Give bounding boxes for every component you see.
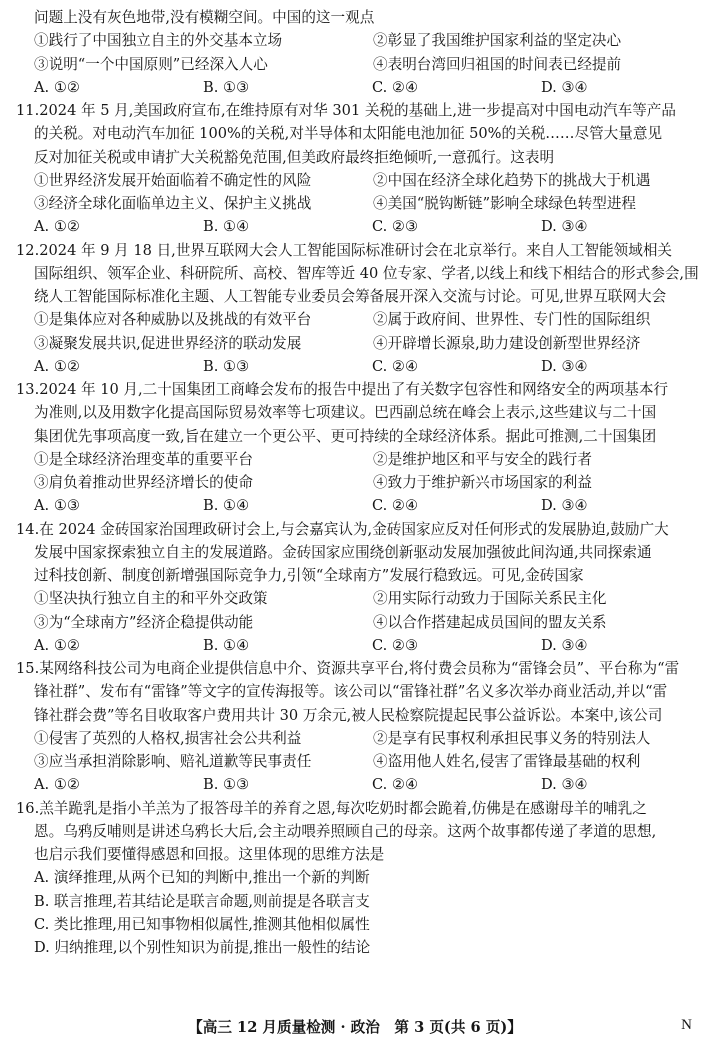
- option: ①是集体应对各种威胁以及挑战的有效平台: [34, 311, 312, 329]
- choice-c: C. ②④: [372, 357, 419, 375]
- choice-row: [34, 76, 696, 99]
- choice-d: D. ③④: [541, 636, 588, 654]
- choice-d: D. ③④: [541, 78, 588, 96]
- option: ②彰显了我国维护国家利益的坚定决心: [373, 32, 622, 50]
- option-row: [34, 750, 696, 773]
- option: ③说明“一个中国原则”已经深入人心: [34, 55, 268, 73]
- choice-row: [34, 355, 696, 378]
- option: ③肩负着推动世界经济增长的使命: [34, 474, 253, 491]
- question-15: [16, 657, 696, 797]
- choice-b: B. ①④: [203, 636, 250, 654]
- choice-c: C. ②③: [372, 636, 419, 654]
- choice-d: D. ③④: [541, 357, 588, 375]
- question-stem-line: 发展中国家探索独立自主的发展道路。金砖国家应围绕创新驱动发展加强彼此间沟通,共同探索通: [34, 543, 652, 561]
- choice-c: C. ②④: [372, 497, 419, 515]
- question-stem-line: 16.羔羊跪乳是指小羊羔为了报答母羊的养育之恩,每次吃奶时都会跪着,仿佛是在感谢母羊的哺乳之: [16, 799, 647, 817]
- question-stem-line: 15.某网络科技公司为电商企业提供信息中介、资源共享平台,将付费会员称为“雷锋会员”、平台称为“雷: [16, 660, 680, 677]
- option: ③凝聚发展共识,促进世界经济的联动发展: [34, 334, 302, 352]
- choice-a: A. ①②: [34, 218, 80, 236]
- option: ④表明台湾回归祖国的时间表已经提前: [373, 55, 622, 73]
- question-stem-line: 13.2024 年 10 月,二十国集团工商峰会发布的报告中提出了有关数字包容性和网络安全的两项基本行: [16, 381, 669, 398]
- option: ①侵害了英烈的人格权,损害社会公共利益: [34, 729, 302, 747]
- footer-mark: N: [681, 1017, 692, 1033]
- question-stem-line: 过科技创新、制度创新增强国际竞争力,引领“全球南方”发展行稳致远。可见,金砖国家: [34, 567, 584, 584]
- choice-d: D. ③④: [541, 776, 588, 794]
- option: ②是维护地区和平与安全的践行者: [373, 450, 592, 468]
- choice-b: B. ①③: [203, 357, 250, 375]
- choice-row: [34, 215, 696, 238]
- choice-b: B. ①④: [203, 218, 250, 236]
- choice-row: [34, 634, 696, 657]
- question-stem-line: 国际组织、领军企业、科研院所、高校、智库等近 40 位专家、学者,以线上和线下相结合的形式参会,围: [34, 264, 699, 282]
- question-10-tail: [34, 6, 696, 99]
- question-stem-line: 的关税。对电动汽车加征 100%的关税,对半导体和太阳能电池加征 50%的关税……尽管大量意见: [34, 125, 663, 143]
- question-16: [16, 797, 696, 960]
- option-row: [34, 169, 696, 192]
- option: ④盗用他人姓名,侵害了雷锋最基础的权利: [373, 753, 641, 770]
- option: ④致力于维护新兴市场国家的利益: [373, 474, 592, 491]
- question-stem-line: 11.2024 年 5 月,美国政府宣布,在维持原有对华 301 关税的基础上,进一步提高对中国电动汽车等产品: [16, 102, 676, 119]
- option-row: [34, 727, 696, 750]
- option-row: [34, 611, 696, 634]
- choice-d: D. ③④: [541, 218, 588, 236]
- question-stem-line: 恩。乌鸦反哺则是讲述乌鸦长大后,会主动喂养照顾自己的母亲。这两个故事都传递了孝道的思想,: [34, 822, 657, 840]
- choice-d: D. 归纳推理,以个别性知识为前提,推出一般性的结论: [34, 939, 371, 956]
- choice-b: B. 联言推理,若其结论是联言命题,则前提是各联言支: [34, 892, 370, 910]
- choice-a: A. ①②: [34, 357, 80, 375]
- question-stem-line: 反对加征关税或申请扩大关税豁免范围,但美政府最终拒绝倾听,一意孤行。这表明: [34, 148, 555, 166]
- question-stem-line: 也启示我们要懂得感恩和回报。这里体现的思维方法是: [34, 846, 385, 863]
- choice-a: A. ①②: [34, 78, 80, 96]
- question-14: [16, 518, 696, 658]
- option-row: [34, 471, 696, 494]
- question-stem-line: 绕人工智能国际标准化主题、人工智能专业委员会筹备展开深入交流与讨论。可见,世界互联网大会: [34, 288, 667, 305]
- choice-c: C. ②④: [372, 78, 419, 96]
- question-stem-line: 锋社群”、发布有“雷锋”等文字的宣传海报等。该公司以“雷锋社群”名义多次举办商业活动,并以“雷: [34, 683, 668, 701]
- option: ②是享有民事权利承担民事义务的特别法人: [373, 729, 651, 747]
- option-row: [34, 587, 696, 610]
- option: ④以合作搭建起成员国间的盟友关系: [373, 613, 607, 631]
- option-row: [34, 308, 696, 331]
- choice-a: A. 演绎推理,从两个已知的判断中,推出一个新的判断: [34, 869, 370, 887]
- question-13: [16, 378, 696, 518]
- option: ②属于政府间、世界性、专门性的国际组织: [373, 311, 651, 329]
- question-stem-line: 集团优先事项高度一致,旨在建立一个更公平、更可持续的全球经济体系。据此可推测,二十国集团: [34, 427, 657, 445]
- choice-row: [34, 773, 696, 796]
- choice-d: D. ③④: [541, 497, 588, 515]
- option: ②中国在经济全球化趋势下的挑战大于机遇: [373, 171, 651, 189]
- option: ③应当承担消除影响、赔礼道歉等民事责任: [34, 753, 312, 770]
- option: ③为“全球南方”经济企稳提供动能: [34, 613, 254, 631]
- choice-row: [34, 494, 696, 517]
- choice-c: C. ②③: [372, 218, 419, 236]
- choice-a: A. ①②: [34, 636, 80, 654]
- option: ①践行了中国独立自主的外交基本立场: [34, 32, 283, 50]
- page-footer: 【高三 12 月质量检测 · 政治 第 3 页(共 6 页)】: [188, 1019, 522, 1036]
- question-stem-line: 12.2024 年 9 月 18 日,世界互联网大会人工智能国际标准研讨会在北京举行。来自人工智能领域相关: [16, 241, 673, 259]
- question-stem-line: 问题上没有灰色地带,没有模糊空间。中国的这一观点: [34, 9, 375, 26]
- option-row: [34, 192, 696, 215]
- choice-b: B. ①③: [203, 78, 250, 96]
- question-stem-line: 锋社群会费”等名目收取客户费用共计 30 万余元,被人民检察院提起民事公益诉讼。本案中,该公司: [34, 706, 663, 724]
- option-row: [34, 448, 696, 471]
- choice-c: C. ②④: [372, 776, 419, 794]
- question-11: [16, 99, 696, 239]
- question-stem-line: 为准则,以及用数字化提高国际贸易效率等七项建议。巴西副总统在峰会上表示,这些建议与二十国: [34, 404, 657, 422]
- option: ②用实际行动致力于国际关系民主化: [373, 590, 607, 608]
- choice-b: B. ①③: [203, 776, 250, 794]
- question-12: [16, 239, 699, 379]
- option: ①世界经济发展开始面临着不确定性的风险: [34, 171, 312, 189]
- option: ④开辟增长源泉,助力建设创新型世界经济: [373, 334, 641, 352]
- option: ①坚决执行独立自主的和平外交政策: [34, 590, 268, 608]
- option: ③经济全球化面临单边主义、保护主义挑战: [34, 195, 312, 212]
- option-row: [34, 29, 696, 52]
- choice-a: A. ①②: [34, 776, 80, 794]
- choice-c: C. 类比推理,用已知事物相似属性,推测其他相似属性: [34, 915, 370, 933]
- option: ④美国“脱钩断链”影响全球绿色转型进程: [373, 195, 637, 212]
- option: ①是全球经济治理变革的重要平台: [34, 450, 253, 468]
- option-row: [34, 53, 696, 76]
- choice-b: B. ①④: [203, 497, 250, 515]
- question-stem-line: 14.在 2024 金砖国家治国理政研讨会上,与会嘉宾认为,金砖国家应反对任何形式的发展胁迫,鼓励广大: [16, 520, 669, 538]
- option-row: [34, 332, 696, 355]
- choice-a: A. ①③: [34, 497, 80, 515]
